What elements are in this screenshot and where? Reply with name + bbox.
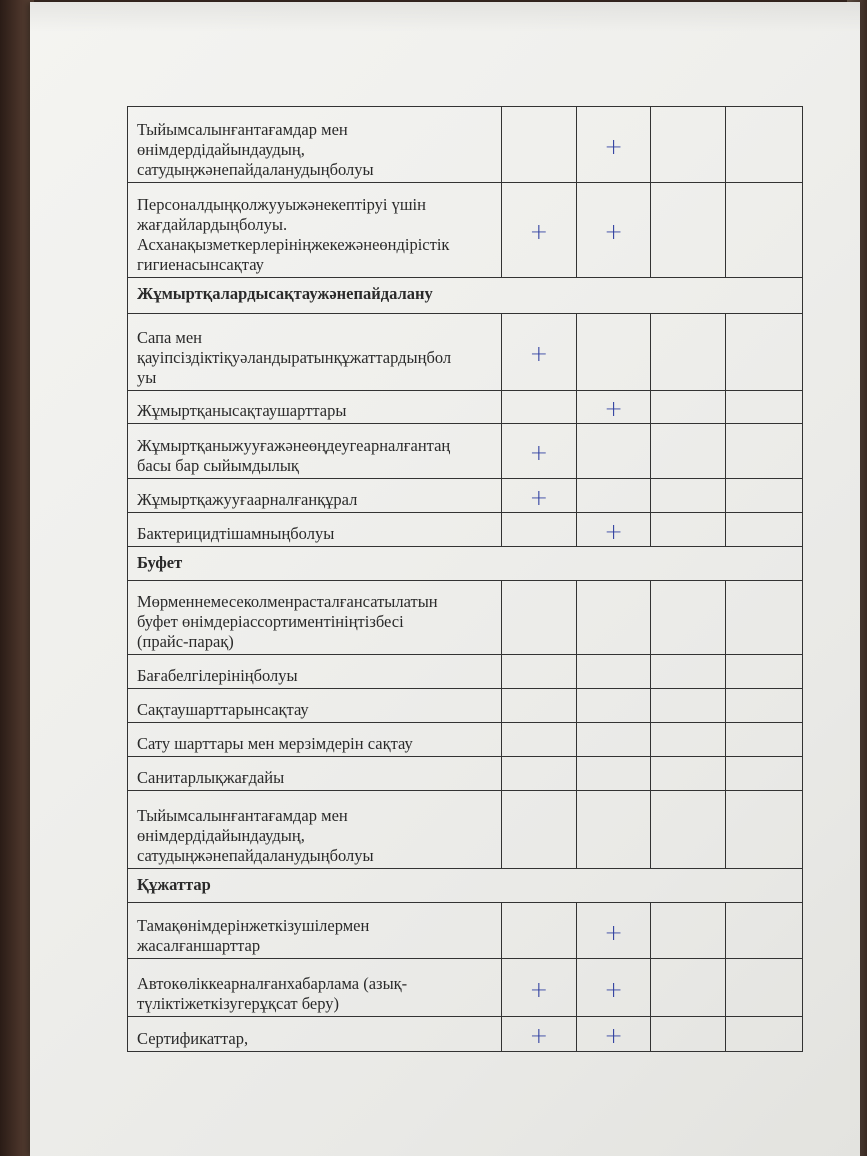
criterion-text: Персоналдыңқолжууыжәнекептіруі үшін жағдайлардыңболуы. Асханақызметкерлерініңжекежәнеөндірістік гигиенасынсақтау [137, 195, 450, 274]
table-surface-left [0, 0, 34, 1156]
mark-cell [577, 791, 652, 868]
criterion-text: Сапа мен қауіпсіздіктіқуәландыратынқұжаттардыңбол уы [137, 328, 452, 387]
criterion-cell [128, 314, 502, 390]
mark-cell [651, 959, 726, 1016]
mark-cell [651, 903, 726, 958]
mark-cell [726, 723, 802, 756]
mark-cell [651, 314, 726, 390]
criterion-cell [128, 903, 502, 958]
criterion-cell [128, 655, 502, 688]
table-row [127, 391, 803, 424]
criterion-cell [128, 479, 502, 512]
handwritten-plus-mark: + [604, 920, 623, 946]
mark-cell [651, 513, 726, 546]
mark-cell [502, 757, 577, 790]
criterion-cell [128, 757, 502, 790]
table-row [127, 513, 803, 547]
handwritten-plus-mark: + [529, 485, 549, 511]
mark-cell [726, 479, 802, 512]
table-row [127, 106, 803, 183]
handwritten-plus-mark: + [529, 441, 549, 466]
section-header [127, 278, 803, 314]
mark-cell [502, 723, 577, 756]
mark-cell [502, 391, 577, 423]
mark-cell [502, 107, 577, 182]
mark-cell [726, 424, 802, 478]
criterion-text: Жұмыртқаныжууғажәнеөңдеугеарналғантаң басы бар сыйымдылық [137, 436, 451, 475]
mark-cell [577, 655, 652, 688]
mark-cell [502, 689, 577, 722]
mark-cell [577, 424, 652, 478]
mark-cell [651, 479, 726, 512]
criterion-text: Санитарлықжағдайы [137, 768, 285, 787]
mark-cell [577, 314, 652, 390]
mark-cell [577, 757, 652, 790]
criterion-text: Бағабелгілерініңболуы [137, 666, 298, 685]
section-header [127, 869, 803, 903]
criterion-text: Мөрменнемесеколменрасталғансатылатын буфет өнімдеріассортиментініңтізбесі (прайс-парақ) [137, 592, 438, 651]
mark-cell [502, 183, 577, 277]
mark-cell [577, 183, 652, 277]
criterion-cell [128, 689, 502, 722]
mark-cell [726, 581, 802, 654]
checklist-table [127, 106, 803, 1052]
table-row [127, 581, 803, 655]
criterion-cell [128, 1017, 502, 1051]
criterion-cell [128, 581, 502, 654]
section-title: Жұмыртқалардысақтаужәнепайдалану [137, 284, 433, 303]
mark-cell [651, 689, 726, 722]
mark-cell [502, 314, 577, 390]
mark-cell [726, 959, 802, 1016]
criterion-text: Жұмыртқажууғаарналғанқұрал [137, 490, 358, 509]
mark-cell [651, 1017, 726, 1051]
section-header [127, 547, 803, 581]
table-row [127, 689, 803, 723]
mark-cell [726, 391, 802, 423]
handwritten-plus-mark: + [529, 220, 549, 245]
mark-cell [651, 581, 726, 654]
handwritten-plus-mark: + [529, 977, 549, 1003]
mark-cell [651, 757, 726, 790]
mark-cell [577, 107, 652, 182]
mark-cell [726, 513, 802, 546]
mark-cell [502, 513, 577, 546]
mark-cell [502, 903, 577, 958]
handwritten-plus-mark: + [529, 1024, 549, 1049]
handwritten-plus-mark: + [604, 220, 623, 245]
criterion-text: Автокөліккеарналғанхабарлама (азық- түліктіжеткізугерұқсат беру) [137, 974, 408, 1013]
criterion-text: Тамақөнімдерінжеткізушілермен жасалғаншарттар [137, 916, 370, 955]
table-row [127, 314, 803, 391]
mark-cell [726, 757, 802, 790]
mark-cell [577, 479, 652, 512]
mark-cell [651, 183, 726, 277]
mark-cell [577, 903, 652, 958]
mark-cell [577, 959, 652, 1016]
mark-cell [726, 1017, 802, 1051]
criterion-cell [128, 424, 502, 478]
criterion-text: Бактерицидтішамныңболуы [137, 524, 335, 543]
criterion-text: Сертификаттар, [137, 1029, 249, 1048]
criterion-cell [128, 959, 502, 1016]
criterion-cell [128, 723, 502, 756]
mark-cell [726, 655, 802, 688]
table-row [127, 903, 803, 959]
mark-cell [651, 107, 726, 182]
table-row [127, 424, 803, 479]
handwritten-plus-mark: + [529, 342, 549, 367]
handwritten-plus-mark: + [604, 519, 623, 545]
mark-cell [726, 314, 802, 390]
table-row [127, 479, 803, 513]
handwritten-plus-mark: + [604, 977, 623, 1003]
mark-cell [577, 581, 652, 654]
mark-cell [726, 791, 802, 868]
mark-cell [502, 1017, 577, 1051]
mark-cell [502, 791, 577, 868]
criterion-cell [128, 391, 502, 423]
mark-cell [726, 903, 802, 958]
criterion-cell [128, 107, 502, 182]
mark-cell [577, 1017, 652, 1051]
criterion-text: Жұмыртқанысақтаушарттары [137, 401, 347, 420]
table-row [127, 655, 803, 689]
paper-shadow [30, 2, 860, 32]
handwritten-plus-mark: + [604, 397, 623, 422]
table-row [127, 791, 803, 869]
mark-cell [502, 424, 577, 478]
mark-cell [577, 391, 652, 423]
mark-cell [651, 391, 726, 423]
mark-cell [577, 723, 652, 756]
table-row [127, 183, 803, 278]
mark-cell [577, 689, 652, 722]
mark-cell [726, 689, 802, 722]
mark-cell [651, 791, 726, 868]
handwritten-plus-mark: + [604, 1024, 623, 1049]
mark-cell [502, 959, 577, 1016]
mark-cell [502, 479, 577, 512]
mark-cell [502, 655, 577, 688]
table-row [127, 757, 803, 791]
mark-cell [651, 723, 726, 756]
section-title: Буфет [137, 553, 183, 572]
handwritten-plus-mark: + [604, 134, 623, 160]
table-row [127, 1017, 803, 1052]
criterion-text: Тыйымсалынғантағамдар мен өнімдердідайындаудың, сатудыңжәнепайдаланудыңболуы [137, 806, 374, 865]
mark-cell [577, 513, 652, 546]
criterion-cell [128, 513, 502, 546]
criterion-text: Сақтаушарттарынсақтау [137, 700, 309, 719]
mark-cell [651, 655, 726, 688]
mark-cell [726, 107, 802, 182]
table-row [127, 959, 803, 1017]
criterion-cell [128, 183, 502, 277]
criterion-text: Сату шарттары мен мерзімдерін сақтау [137, 734, 413, 753]
mark-cell [651, 424, 726, 478]
mark-cell [502, 581, 577, 654]
criterion-text: Тыйымсалынғантағамдар мен өнімдердідайындаудың, сатудыңжәнепайдаланудыңболуы [137, 120, 374, 179]
table-row [127, 723, 803, 757]
section-title: Құжаттар [137, 875, 211, 894]
mark-cell [726, 183, 802, 277]
criterion-cell [128, 791, 502, 868]
